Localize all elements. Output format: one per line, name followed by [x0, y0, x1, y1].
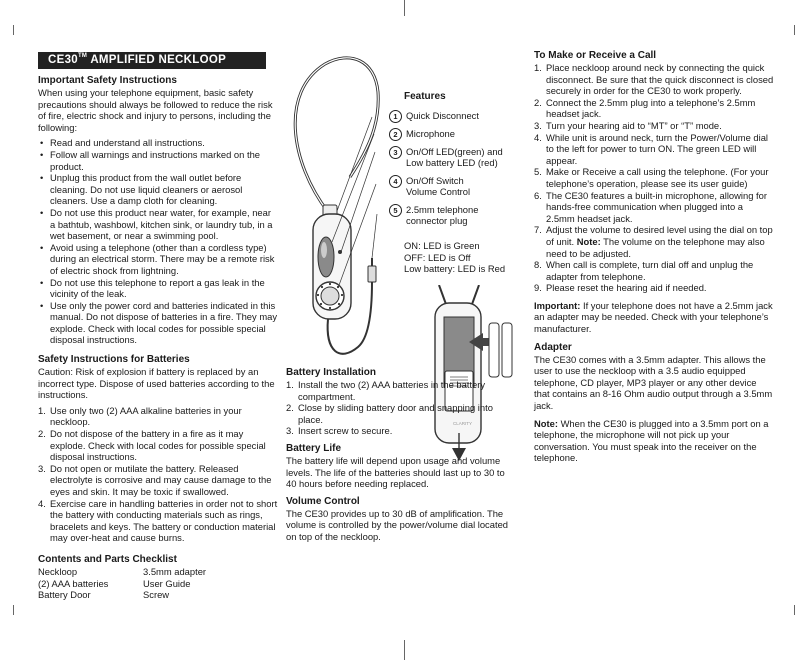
led-legend: [404, 240, 524, 275]
led-low-text: Low battery: LED is Red: [404, 263, 506, 275]
call-steps: [534, 62, 774, 294]
feature-item: [389, 204, 489, 227]
list-item: • Use only the power cord and batteries indicated in this manual. Do not dispose of batteries in a fire. They may explode. Check with local codes for possible special disposal instructions.: [38, 300, 278, 346]
important-text: If your telephone does not have a 2.5mm jack an adapter may be needed. Check with your telephone’s manufacturer.: [534, 299, 773, 335]
list-item: • Read and understand all instructions.: [38, 137, 278, 149]
item-text: Place neckloop around neck by connecting the quick disconnect. Be sure that the quick disconnect is closed securely in order for the CE30 to work properly.: [546, 62, 774, 97]
feature-text: 2.5mm telephone connector plug: [406, 204, 479, 227]
important-label: Important:: [534, 299, 581, 311]
list-item: • Do not use this telephone to report a gas leak in the vicinity of the leak.: [38, 277, 278, 300]
item-number: 5.: [534, 166, 542, 178]
feature-item: [389, 146, 509, 169]
crop-mark: [794, 25, 795, 35]
contents-cell: 3.5mm adapter: [143, 565, 207, 577]
battery-safety-list: [38, 405, 278, 544]
item-number: 9.: [534, 282, 542, 294]
volume-dial-knob: [321, 287, 339, 305]
item-number: 6.: [534, 189, 542, 201]
device-brand-label: CLARITY: [453, 421, 473, 426]
item-text: Adjust the volume to desired level using the dial on top of unit.: [546, 224, 773, 247]
list-item: • Unplug this product from the wall outlet before cleaning. Do not use liquid cleaners or aerosol cleaners. Use a damp cloth for cleaning.: [38, 172, 278, 207]
contents-cell: User Guide: [143, 577, 191, 589]
list-item: [534, 120, 774, 132]
list-item: • Avoid using a telephone (other than a cordless type) during an electrical storm. There may be a remote risk of electric shock from lightning.: [38, 242, 278, 277]
product-subtitle: AMPLIFIED NECKLOOP: [90, 54, 227, 66]
battery-install-list: [286, 379, 516, 437]
note-label: Note:: [576, 235, 601, 247]
neck-loop-cord-highlight: [295, 58, 378, 212]
adapter-note: [534, 418, 774, 464]
item-text: Use only two (2) AAA alkaline batteries in your neckloop.: [50, 404, 242, 428]
item-text: Do not dispose of the battery in a fire as it may explode. Check with local codes for possible special disposal instructions.: [50, 428, 266, 463]
feature-number: 3: [389, 146, 402, 159]
item-text: Make or Receive a call using the telephone. (For your telephone’s operation, please see its user guide): [546, 166, 769, 189]
list-item: • Do not use this product near water, for example, near a bathtub, washbowl, kitchen sink, or laundry tub, in a wet basement, or near a swimming pool.: [38, 207, 278, 242]
crop-mark: [404, 640, 405, 660]
battery-life-text: The battery life will depend upon usage and volume levels. The life of the batteries should last up to 30 to 40 hours before needing replaced.: [286, 454, 505, 490]
feature-number: 1: [389, 110, 402, 123]
feature-item: [389, 128, 519, 141]
item-text: Install the two (2) AAA batteries in the battery compartment.: [298, 379, 486, 402]
battery-install-heading: Battery Installation: [286, 367, 377, 378]
list-item: [38, 463, 278, 498]
list-item: [534, 259, 774, 282]
list-item: [534, 97, 774, 120]
safety-heading: Important Safety Instructions: [38, 75, 177, 86]
contents-cell: Battery Door: [38, 589, 91, 601]
important-note: [534, 300, 774, 335]
battery-safety-heading: Safety Instructions for Batteries: [38, 354, 190, 366]
item-number: 2.: [534, 96, 542, 108]
feature-text: On/Off LED(green) and Low battery LED (red): [406, 146, 503, 169]
led-on-text: ON: LED is Green: [404, 240, 480, 251]
item-number: 1.: [38, 404, 46, 416]
item-number: 2.: [38, 428, 46, 440]
item-number: 3.: [286, 425, 294, 437]
list-item: [534, 224, 774, 259]
item-text: Close by sliding battery door and snapping into place.: [298, 402, 493, 425]
contents-cell: (2) AAA batteries: [38, 577, 109, 589]
list-item: [534, 190, 774, 225]
leader-line: [372, 214, 377, 258]
list-item: [534, 282, 774, 294]
list-item: [286, 379, 516, 402]
neckloop-illustration: [280, 52, 400, 372]
item-number: 4.: [534, 131, 542, 143]
connector-plug: [368, 266, 376, 282]
note-text: The volume on the telephone may also need to be adjusted.: [546, 235, 765, 259]
item-text: Connect the 2.5mm plug into a telephone’s 2.5mm headset jack.: [546, 96, 756, 120]
contents-row: [38, 566, 278, 578]
crop-mark: [13, 25, 14, 35]
feature-number: 4: [389, 175, 402, 188]
item-number: 1.: [534, 62, 542, 73]
adapter-heading: Adapter: [534, 341, 572, 353]
battery-safety-intro: Caution: Risk of explosion if battery is replaced by an incorrect type. Dispose of used batteries according to the instructions.: [38, 366, 275, 401]
crop-mark: [794, 605, 795, 615]
note-label: Note:: [534, 417, 558, 429]
list-item: [534, 132, 774, 167]
contents-heading: Contents and Parts Checklist: [38, 553, 177, 565]
list-item: [38, 405, 278, 428]
list-item: [286, 402, 516, 425]
crop-mark: [404, 0, 405, 16]
right-column: [534, 50, 774, 464]
item-text: Please reset the hearing aid if needed.: [546, 282, 707, 294]
page-title-banner: [38, 52, 266, 69]
product-name: CE30: [48, 54, 78, 66]
list-item: [286, 425, 516, 437]
leader-line: [337, 117, 372, 211]
feature-item: [389, 175, 489, 198]
safety-list: [38, 137, 278, 346]
feature-text: Microphone: [406, 128, 455, 139]
item-text: Turn your hearing aid to “MT” or “T” mode.: [546, 119, 722, 131]
item-text: The CE30 features a built-in microphone, allowing for hands-free communication when plugged into a 2.5mm headset jack.: [546, 189, 767, 224]
battery-life-heading: Battery Life: [286, 442, 342, 454]
note-text: When the CE30 is plugged into a 3.5mm port on a telephone, the microphone will not pick up your conversation. You must speak into the receiver on the telephone.: [534, 417, 769, 464]
contents-row: [38, 589, 278, 601]
item-text: While unit is around neck, turn the Power/Volume dial to the left for power to turn ON. The green LED will appear.: [546, 131, 768, 166]
adapter-text: The CE30 comes with a 3.5mm adapter. This allows the user to use the neckloop with a 3.5 audio equipped telephone, CD player, MP3 player or any other device that contains an 8-16 Ohm audio output through a 3.5mm jack.: [534, 353, 773, 412]
microphone-highlight: [321, 242, 327, 258]
feature-number: 5: [389, 204, 402, 217]
left-column: [38, 75, 278, 601]
crop-mark: [13, 605, 14, 615]
contents-cell: Screw: [143, 589, 170, 601]
item-text: Insert screw to secure.: [298, 425, 393, 437]
feature-text: Quick Disconnect: [406, 110, 479, 121]
item-number: 7.: [534, 224, 542, 236]
list-item: [534, 166, 774, 189]
safety-intro: When using your telephone equipment, basic safety precautions should always be followed to reduce the risk of fire, electric shock and injury to persons, including the following:: [38, 87, 273, 133]
item-text: Exercise care in handling batteries in order not to short the battery with conducting materials such as rings, bracelets and keys. The battery or conduction material may over-heat and cause burns.: [50, 497, 278, 544]
trademark: TM: [77, 53, 88, 59]
feature-text: On/Off Switch Volume Control: [406, 175, 471, 198]
item-number: 8.: [534, 259, 542, 271]
contents-cell: Neckloop: [38, 565, 78, 577]
feature-number: 2: [389, 128, 402, 141]
list-item: • Follow all warnings and instructions marked on the product.: [38, 149, 278, 172]
list-item: [38, 498, 278, 544]
call-heading: To Make or Receive a Call: [534, 50, 657, 61]
list-item: [38, 428, 278, 463]
features-heading: Features: [404, 91, 446, 102]
led-off-text: OFF: LED is Off: [404, 251, 471, 263]
microphone-grille: [318, 237, 334, 277]
item-number: 4.: [38, 497, 46, 509]
volume-text: The CE30 provides up to 30 dB of amplification. The volume is controlled by the power/volume dial located on top of the neckloop.: [286, 507, 508, 542]
feature-item: [389, 110, 519, 123]
volume-heading: Volume Control: [286, 495, 360, 507]
middle-column: [286, 367, 516, 543]
list-item: [534, 62, 774, 97]
contents-row: [38, 578, 278, 590]
item-number: 1.: [286, 379, 294, 390]
leader-line: [332, 134, 374, 242]
item-number: 2.: [286, 402, 294, 414]
item-number: 3.: [534, 119, 542, 131]
item-text: When call is complete, turn dial off and unplug the adapter from telephone.: [546, 259, 754, 282]
item-text: Do not open or mutilate the battery. Released electrolyte is corrosive and may cause damage to the eyes and skin. It may be toxic if swallowed.: [50, 462, 272, 497]
item-number: 3.: [38, 462, 46, 474]
